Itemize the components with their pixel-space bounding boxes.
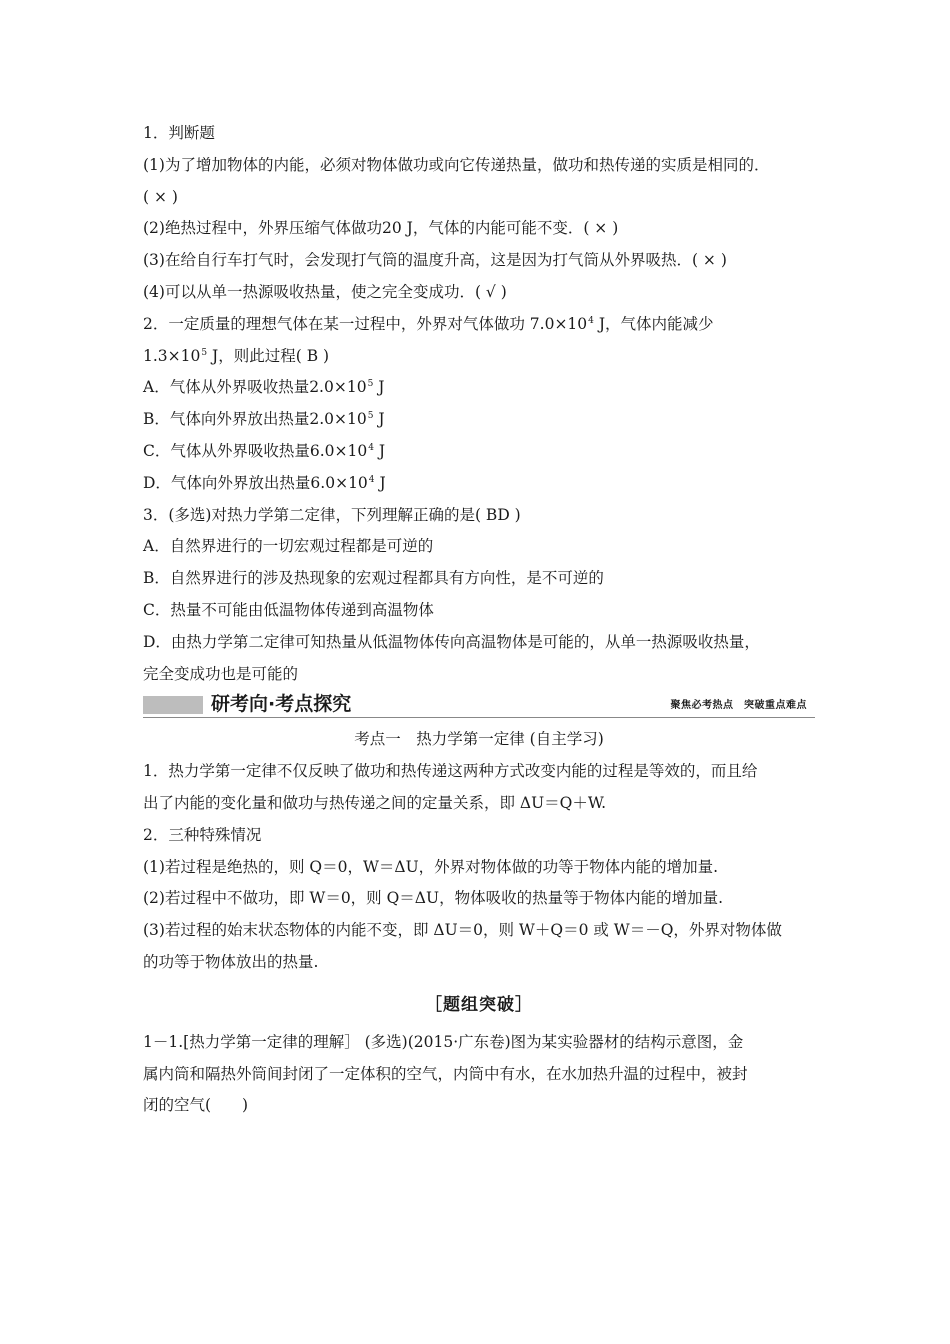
- kaodian-p1-line2: 出了内能的变化量和做功与热传递之间的定量关系，即 ΔU＝Q＋W.: [143, 793, 607, 812]
- section-banner: [143, 690, 815, 724]
- q3-option-d-cont: 完全变成功也是可能的: [143, 664, 299, 683]
- kaodian-p1-line1: 1．热力学第一定律不仅反映了做功和热传递这两种方式改变内能的过程是等效的，而且给: [143, 762, 758, 781]
- problem-line3: 闭的空气( ): [143, 1096, 249, 1115]
- problem-line2: 属内筒和隔热外筒间封闭了一定体积的空气，内筒中有水，在水加热升温的过程中，被封: [143, 1064, 748, 1083]
- q1-item-1-answer: ( × ): [143, 187, 178, 206]
- q3-option-b: B．自然界进行的涉及热现象的宏观过程都具有方向性，是不可逆的: [143, 569, 604, 588]
- banner-title: 研考向·考点探究: [211, 693, 352, 716]
- problem-line1: 1－1.[热力学第一定律的理解］ (多选)(2015·广东卷)图为某实验器材的结构示意图，金: [143, 1032, 744, 1051]
- group-heading-text: ［题组突破］: [425, 994, 533, 1015]
- q3-title: 3．(多选)对热力学第二定律，下列理解正确的是( BD ): [143, 505, 521, 524]
- q3-option-c: C．热量不可能由低温物体传递到高温物体: [143, 600, 434, 619]
- group-heading: [143, 991, 815, 1019]
- q2-option-c: C．气体从外界吸收热量$6.0\times 10^4$ J: [143, 441, 386, 460]
- kaodian-case-3-line1: (3)若过程的始末状态物体的内能不变，即 ΔU＝0，则 W＋Q＝0 或 W＝－Q，外界对物体做: [143, 921, 782, 940]
- q2-stem-line1: 2．一定质量的理想气体在某一过程中，外界对气体做功 $7.0\times 10^4$ J，气体内能减少: [143, 314, 714, 333]
- q1-item-3: (3)在给自行车打气时，会发现打气筒的温度升高，这是因为打气筒从外界吸热．( × ): [143, 251, 727, 270]
- kaodian-case-2: (2)若过程中不做功，即 W＝0，则 Q＝ΔU，物体吸收的热量等于物体内能的增加量.: [143, 889, 723, 908]
- q1-item-1: (1)为了增加物体的内能，必须对物体做功或向它传递热量，做功和热传递的实质是相同的．: [143, 155, 770, 174]
- q1-item-4: (4)可以从单一热源吸收热量，使之完全变成功．( √ ): [143, 282, 507, 301]
- q2-stem-line2: $1.3\times 10^5$ J，则此过程( B ): [143, 346, 330, 365]
- q2-option-d: D．气体向外界放出热量$6.0\times 10^4$ J: [143, 473, 386, 492]
- kaodian-case-1: (1)若过程是绝热的，则 Q＝0，W＝ΔU，外界对物体做的功等于物体内能的增加量.: [143, 857, 719, 876]
- q1-title: 1．判断题: [143, 124, 215, 142]
- q2-option-b: B．气体向外界放出热量$2.0\times 10^5$ J: [143, 410, 385, 429]
- banner-subtitle: 聚焦必考热点 突破重点难点: [670, 700, 807, 712]
- banner-rule: [143, 717, 815, 718]
- q3-option-d: D．由热力学第二定律可知热量从低温物体传向高温物体是可能的，从单一热源吸收热量，: [143, 632, 760, 651]
- q3-option-a: A．自然界进行的一切宏观过程都是可逆的: [143, 537, 434, 556]
- banner-bar: [143, 696, 203, 714]
- q2-option-a: A．气体从外界吸收热量$2.0\times 10^5$ J: [143, 378, 385, 397]
- q1-item-2: (2)绝热过程中，外界压缩气体做功20 J，气体的内能可能不变．( × ): [143, 219, 619, 238]
- kaodian-case-3-line2: 的功等于物体放出的热量.: [143, 952, 319, 971]
- document-page: [143, 118, 815, 1122]
- kaodian-p2-title: 2．三种特殊情况: [143, 825, 262, 844]
- kaodian-title: 考点一 热力学第一定律 (自主学习): [354, 730, 604, 749]
